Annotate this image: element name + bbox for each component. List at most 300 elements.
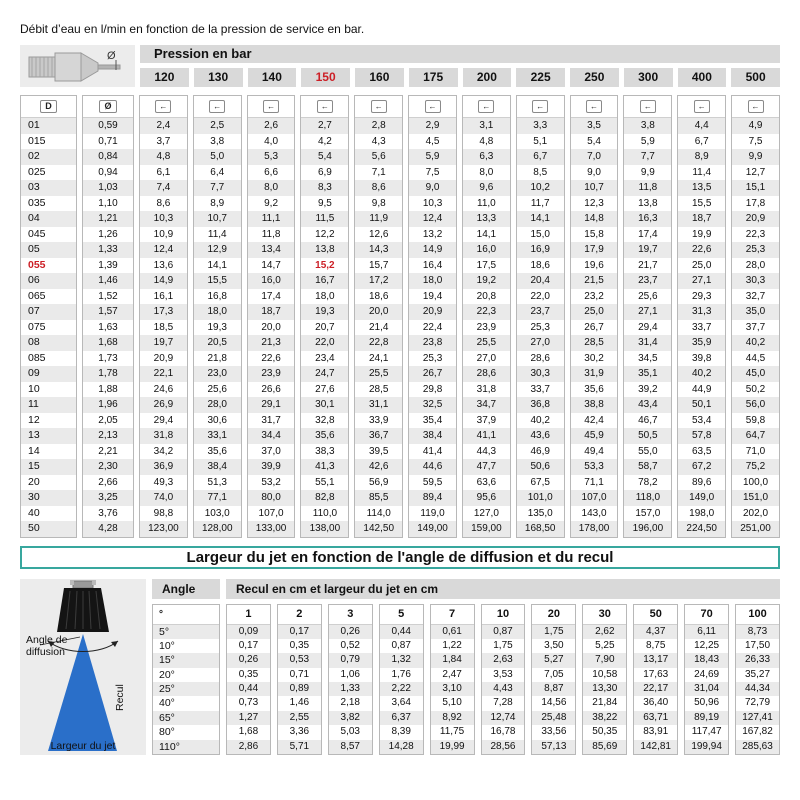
flow-value-cell: 71,1: [584, 476, 604, 488]
pressure-value: 225: [516, 68, 565, 87]
flow-value-cell: 10,3: [140, 211, 187, 227]
jet-width-cell: 89,19: [685, 711, 728, 725]
flow-value-cell: 23,2: [584, 290, 604, 302]
recul-column-50-header: 50: [634, 605, 677, 625]
flow-value-cell: 89,6: [691, 476, 712, 488]
jet-width-cell: 8,57: [329, 740, 372, 754]
flow-value-cell: 35,0: [732, 304, 779, 320]
jet-width-cell: 35,27: [745, 668, 771, 680]
recul-column-2-header: 2: [278, 605, 321, 625]
flow-value-cell: 30,2: [584, 352, 604, 364]
jet-table-columns: [152, 604, 780, 756]
jet-width-cell: 0,09: [227, 625, 270, 639]
flow-value-cell: 3,1: [463, 118, 510, 134]
flow-value-cell: 24,6: [153, 383, 174, 395]
flow-value-cell: 38,8: [571, 397, 618, 413]
flow-value-cell: 26,9: [140, 397, 187, 413]
flow-value-cell: 37,7: [745, 321, 766, 333]
nozzle-size-cell: 01: [21, 118, 76, 134]
flow-value-cell: 11,4: [692, 166, 712, 178]
flow-value-cell: 4,2: [317, 135, 332, 147]
svg-text:Ø: Ø: [106, 50, 116, 62]
flow-value-cell: 7,7: [624, 149, 671, 165]
pressure-column-150: [300, 95, 349, 538]
pressure-column-225-header: [517, 96, 564, 118]
flow-value-cell: 50,2: [745, 383, 766, 395]
flow-value-cell: 11,4: [207, 228, 227, 240]
flow-value-cell: 5,1: [533, 135, 548, 147]
jet-width-cell: 7,28: [493, 697, 513, 709]
diameter-cell: 2,30: [83, 459, 133, 475]
flow-value-cell: 119,0: [420, 507, 445, 519]
pressure-column-225: [516, 95, 565, 538]
diameter-cell: 1,68: [83, 335, 133, 351]
jet-width-cell: 17,63: [643, 668, 669, 680]
pressure-value: 400: [678, 68, 727, 87]
pressure-column-130: [193, 95, 242, 538]
flow-value-cell: 5,4: [301, 149, 348, 165]
nozzle-size-cell: 10: [28, 382, 40, 395]
jet-width-cell: 2,62: [583, 625, 626, 639]
flow-value-cell: 40,2: [530, 414, 550, 426]
flow-value-cell: 7,0: [571, 149, 618, 165]
spray-cone-icon: [20, 579, 146, 756]
flow-value-cell: 15,0: [530, 228, 550, 240]
jet-width-cell: 19,99: [431, 740, 474, 754]
flow-value-cell: 28,6: [463, 366, 510, 382]
flow-value-cell: 4,9: [732, 118, 779, 134]
jet-width-cell: 0,79: [329, 653, 372, 667]
jet-width-cell: 8,39: [391, 726, 411, 738]
jet-width-cell: 14,56: [541, 697, 567, 709]
flow-value-cell: 50,5: [624, 428, 671, 444]
flow-value-cell: 53,2: [261, 476, 281, 488]
pressure-value: 175: [409, 68, 458, 87]
flow-value-cell: 10,2: [517, 180, 564, 196]
flow-value-cell: 114,0: [366, 507, 391, 519]
nozzle-cross-section-icon: [28, 46, 128, 86]
jet-width-cell: 17,50: [745, 639, 771, 651]
flow-value-cell: 31,8: [140, 428, 187, 444]
flow-value-cell: 33,9: [368, 414, 389, 426]
angle-cell: 15°: [153, 653, 219, 667]
pressure-column-250-header: [571, 96, 618, 118]
flow-value-cell: 14,1: [476, 228, 497, 240]
flow-value-cell: 16,8: [207, 290, 227, 302]
flow-value-cell: 23,4: [315, 352, 335, 364]
jet-width-label: Largeur du jet: [50, 740, 116, 753]
jet-width-cell: 0,35: [238, 668, 259, 680]
flow-value-cell: 30,6: [207, 414, 227, 426]
flow-value-cell: 34,7: [463, 397, 510, 413]
nozzle-size-cell: 50: [21, 521, 76, 537]
jet-width-cell: 1,22: [442, 639, 462, 651]
flow-value-cell: 32,7: [745, 290, 766, 302]
recul-column-7: [430, 604, 475, 756]
recul-label: Recul: [114, 683, 126, 711]
flow-value-cell: 107,0: [571, 490, 618, 506]
jet-width-cell: 2,22: [380, 682, 423, 696]
pressure-value: 130: [194, 68, 243, 87]
flow-value-cell: 36,7: [355, 428, 402, 444]
flow-value-cell: 20,8: [476, 290, 497, 302]
jet-width-cell: 4,37: [634, 625, 677, 639]
flow-value-cell: 18,0: [315, 290, 335, 302]
page-title: Débit d’eau en l/min en fonction de la pression de service en bar.: [20, 22, 365, 36]
recul-column-5-header: 5: [380, 605, 423, 625]
jet-width-cell: 0,87: [391, 639, 411, 651]
flow-value-cell: 31,1: [355, 397, 402, 413]
flow-value-cell: 4,8: [479, 135, 494, 147]
flow-value-cell: 35,9: [678, 335, 725, 351]
flow-value-cell: 30,3: [732, 273, 779, 289]
nozzle-size-cell: 30: [21, 490, 76, 506]
flow-value-cell: 28,6: [530, 352, 550, 364]
pressure-column-500-header: [732, 96, 779, 118]
flow-value-cell: 14,9: [140, 273, 187, 289]
flow-value-cell: 45,0: [732, 366, 779, 382]
jet-width-cell: 0,61: [431, 625, 474, 639]
flow-value-cell: 5,9: [640, 135, 655, 147]
jet-width-cell: 3,36: [289, 726, 310, 738]
recul-column-100: [735, 604, 780, 756]
flow-value-cell: 10,3: [422, 197, 443, 209]
recul-column-30: [582, 604, 627, 756]
flow-value-cell: 12,2: [315, 228, 335, 240]
flow-value-cell: 20,9: [153, 352, 174, 364]
flow-value-cell: 16,0: [463, 242, 510, 258]
flow-value-cell: 57,8: [678, 428, 725, 444]
flow-value-cell: 59,5: [422, 476, 443, 488]
flow-value-cell: 27,1: [678, 273, 725, 289]
jet-width-cell: 5,27: [532, 653, 575, 667]
nozzle-size-cell: 13: [21, 428, 76, 444]
pressure-value: 300: [624, 68, 673, 87]
flow-value-cell: 23,7: [624, 273, 671, 289]
flow-value-cell: 19,9: [691, 228, 712, 240]
flow-value-cell: 11,1: [248, 211, 295, 227]
pressure-value: 140: [248, 68, 297, 87]
flow-value-cell: 19,4: [422, 290, 443, 302]
flow-value-cell: 11,8: [261, 228, 281, 240]
left-arrow-icon: ←: [155, 100, 171, 113]
d-size-icon: D: [40, 100, 57, 113]
jet-width-cell: 11,75: [439, 726, 465, 738]
flow-value-cell: 47,7: [463, 459, 510, 475]
flow-value-cell: 23,7: [517, 304, 564, 320]
flow-value-cell: 24,1: [368, 352, 389, 364]
flow-value-cell: 18,0: [194, 304, 241, 320]
nozzle-size-cell: 40: [28, 506, 40, 519]
flow-value-cell: 7,5: [425, 166, 440, 178]
pressure-column-300: [623, 95, 672, 538]
flow-value-cell: 34,5: [638, 352, 658, 364]
recul-column-5: [379, 604, 424, 756]
jet-width-cell: 0,89: [278, 682, 321, 696]
recul-column-100-header: 100: [736, 605, 779, 625]
flow-value-cell: 21,3: [248, 335, 295, 351]
flow-value-cell: 20,0: [355, 304, 402, 320]
flow-value-cell: 8,9: [678, 149, 725, 165]
flow-value-cell: 2,5: [194, 118, 241, 134]
jet-width-cell: 18,43: [685, 653, 728, 667]
jet-width-cell: 1,46: [289, 697, 310, 709]
angle-cell: 80°: [159, 726, 175, 739]
flow-value-cell: 16,7: [301, 273, 348, 289]
flow-value-cell: 4,0: [264, 135, 279, 147]
flow-value-cell: 25,5: [355, 366, 402, 382]
jet-width-cell: 0,52: [340, 639, 360, 651]
flow-value-cell: 17,8: [745, 197, 766, 209]
flow-value-cell: 29,3: [691, 290, 712, 302]
flow-value-cell: 20,4: [517, 273, 564, 289]
nozzle-size-cell: 15: [21, 459, 76, 475]
flow-value-cell: 53,3: [571, 459, 618, 475]
nozzle-size-cell: 065: [28, 289, 46, 302]
flow-value-cell: 10,7: [571, 180, 618, 196]
flow-value-cell: 29,4: [638, 321, 658, 333]
flow-value-cell: 8,6: [156, 197, 171, 209]
flow-value-cell: 41,3: [301, 459, 348, 475]
flow-value-cell: 7,5: [748, 135, 763, 147]
flow-value-cell: 6,7: [694, 135, 709, 147]
left-arrow-icon: ←: [532, 100, 548, 113]
nozzle-size-cell: 075: [28, 320, 46, 333]
flow-value-cell: 2,8: [355, 118, 402, 134]
diameter-cell: 4,28: [83, 521, 133, 537]
flow-value-cell: 12,6: [368, 228, 389, 240]
flow-value-cell: 133,00: [248, 521, 295, 537]
flow-value-cell: 25,3: [422, 352, 443, 364]
flow-value-cell: 27,0: [517, 335, 564, 351]
flow-value-cell: 11,5: [301, 211, 348, 227]
flow-value-cell: 21,7: [638, 259, 658, 271]
flow-value-cell: 28,0: [745, 259, 766, 271]
diameter-cell: 2,13: [83, 428, 133, 444]
pressure-column-160: [354, 95, 403, 538]
flow-value-cell: 8,5: [533, 166, 548, 178]
flow-value-cell: 14,7: [261, 259, 281, 271]
jet-table-title: Largeur du jet en fonction de l'angle de diffusion et du recul: [20, 546, 780, 569]
flow-value-cell: 34,2: [153, 445, 174, 457]
pressure-column-130-header: [194, 96, 241, 118]
pressure-value: 150: [301, 68, 350, 87]
flow-value-cell: 9,0: [587, 166, 601, 178]
left-arrow-icon: ←: [317, 100, 333, 113]
jet-width-cell: 3,50: [544, 639, 564, 651]
flow-value-cell: 15,1: [732, 180, 779, 196]
jet-width-cell: 0,44: [227, 682, 270, 696]
flow-value-cell: 18,5: [153, 321, 174, 333]
angle-column-header: °: [153, 605, 219, 625]
flow-value-cell: 123,00: [140, 521, 187, 537]
diameter-cell: 1,39: [98, 259, 118, 271]
flow-value-cell: 143,0: [581, 507, 607, 519]
flow-value-cell: 4,5: [425, 135, 440, 147]
flow-value-cell: 2,6: [248, 118, 295, 134]
flow-value-cell: 138,00: [301, 521, 348, 537]
flow-value-cell: 19,3: [301, 304, 348, 320]
nozzle-size-cell: 09: [21, 366, 76, 382]
left-arrow-icon: ←: [640, 100, 656, 113]
flow-table-columns: [20, 95, 780, 538]
flow-value-cell: 9,9: [640, 166, 655, 178]
flow-value-cell: 8,6: [355, 180, 402, 196]
angle-header: Angle: [152, 579, 220, 599]
jet-width-cell: 3,53: [493, 668, 513, 680]
flow-value-cell: 142,50: [355, 521, 402, 537]
diameter-cell: 1,33: [83, 242, 133, 258]
jet-width-cell: 0,26: [227, 653, 270, 667]
jet-width-cell: 6,37: [380, 711, 423, 725]
flow-value-cell: 151,0: [732, 490, 779, 506]
flow-value-cell: 5,6: [355, 149, 402, 165]
diameter-cell: 1,21: [83, 211, 133, 227]
flow-value-cell: 22,0: [530, 290, 550, 302]
flow-value-cell: 39,5: [368, 445, 389, 457]
flow-value-cell: 58,7: [624, 459, 671, 475]
flow-value-cell: 8,9: [210, 197, 225, 209]
flow-value-cell: 11,8: [624, 180, 671, 196]
nozzle-size-cell: 04: [21, 211, 76, 227]
jet-width-cell: 1,32: [380, 653, 423, 667]
jet-width-cell: 2,63: [482, 653, 525, 667]
flow-value-cell: 2,7: [301, 118, 348, 134]
flow-value-cell: 12,9: [194, 242, 241, 258]
flow-value-cell: 18,7: [678, 211, 725, 227]
flow-value-cell: 24,7: [301, 366, 348, 382]
jet-width-cell: 1,27: [227, 711, 270, 725]
jet-table-header: [152, 579, 780, 599]
flow-value-cell: 16,9: [517, 242, 564, 258]
jet-width-cell: 0,87: [482, 625, 525, 639]
jet-width-table: [152, 579, 780, 756]
nozzle-size-column: [20, 95, 77, 538]
jet-width-cell: 4,43: [482, 682, 525, 696]
flow-value-cell: 2,9: [409, 118, 456, 134]
jet-width-cell: 1,84: [431, 653, 474, 667]
pressure-header-area: [140, 45, 780, 87]
flow-value-cell: 74,0: [140, 490, 187, 506]
flow-value-cell: 13,2: [422, 228, 443, 240]
diameter-cell: 0,71: [98, 135, 118, 147]
flow-value-cell: 36,8: [517, 397, 564, 413]
flow-value-cell: 13,6: [153, 259, 174, 271]
flow-value-cell: 63,5: [691, 445, 712, 457]
flow-value-cell: 18,7: [248, 304, 295, 320]
nozzle-size-cell: 11: [21, 397, 76, 413]
jet-width-cell: 85,69: [583, 740, 626, 754]
flow-value-cell: 89,4: [409, 490, 456, 506]
pressure-column-120-header: [140, 96, 187, 118]
jet-width-cell: 1,75: [493, 639, 513, 651]
jet-width-cell: 7,90: [583, 653, 626, 667]
pressure-column-150-header: [301, 96, 348, 118]
flow-value-cell: 44,3: [476, 445, 497, 457]
left-arrow-icon: ←: [425, 100, 441, 113]
jet-width-cell: 2,86: [227, 740, 270, 754]
jet-width-cell: 3,82: [329, 711, 372, 725]
left-arrow-icon: ←: [371, 100, 387, 113]
flow-value-cell: 78,2: [638, 476, 658, 488]
nozzle-size-cell: 07: [21, 304, 76, 320]
jet-width-cell: 1,76: [391, 668, 411, 680]
flow-value-cell: 85,5: [355, 490, 402, 506]
jet-width-cell: 10,58: [592, 668, 618, 680]
flow-value-cell: 22,6: [261, 352, 281, 364]
flow-value-cell: 196,00: [624, 521, 671, 537]
flow-value-cell: 19,2: [463, 273, 510, 289]
flow-value-cell: 80,0: [248, 490, 295, 506]
flow-value-cell: 67,5: [530, 476, 550, 488]
jet-width-cell: 26,33: [736, 653, 779, 667]
flow-value-cell: 198,0: [689, 507, 715, 519]
flow-value-cell: 33,7: [691, 321, 712, 333]
flow-value-cell: 31,9: [571, 366, 618, 382]
recul-column-30-header: 30: [583, 605, 626, 625]
flow-value-cell: 19,6: [584, 259, 604, 271]
flow-value-cell: 6,6: [264, 166, 279, 178]
diameter-cell: 1,63: [98, 321, 118, 333]
pressure-header-bar: Pression en bar: [140, 45, 780, 63]
diameter-cell: 2,05: [98, 414, 118, 426]
flow-value-cell: 16,4: [422, 259, 443, 271]
spray-diagram: [20, 579, 146, 756]
pressure-value: 120: [140, 68, 189, 87]
flow-value-cell: 12,3: [584, 197, 604, 209]
flow-value-cell: 14,1: [517, 211, 564, 227]
flow-value-cell: 95,6: [463, 490, 510, 506]
pressure-column-400-header: [678, 96, 725, 118]
flow-value-cell: 34,4: [248, 428, 295, 444]
flow-value-cell: 17,5: [476, 259, 497, 271]
recul-column-20-header: 20: [532, 605, 575, 625]
flow-value-cell: 28,0: [194, 397, 241, 413]
flow-value-cell: 40,2: [732, 335, 779, 351]
flow-value-cell: 64,7: [732, 428, 779, 444]
jet-width-cell: 72,79: [745, 697, 771, 709]
angle-cell: 5°: [153, 625, 219, 639]
recul-column-20: [531, 604, 576, 756]
pressure-column-200-header: [463, 96, 510, 118]
flow-value-cell: 77,1: [194, 490, 241, 506]
jet-width-cell: 0,53: [278, 653, 321, 667]
nozzle-size-cell: 035: [28, 196, 46, 209]
flow-value-cell: 8,3: [301, 180, 348, 196]
flow-value-cell: 9,6: [463, 180, 510, 196]
jet-width-cell: 0,17: [278, 625, 321, 639]
flow-value-cell: 53,4: [691, 414, 712, 426]
flow-value-cell: 8,0: [248, 180, 295, 196]
jet-width-cell: 57,13: [532, 740, 575, 754]
flow-value-cell: 251,00: [732, 521, 779, 537]
flow-value-cell: 6,1: [156, 166, 171, 178]
nozzle-size-cell: 015: [28, 134, 46, 147]
jet-width-cell: 8,92: [431, 711, 474, 725]
flow-value-cell: 18,0: [409, 273, 456, 289]
flow-value-cell: 29,1: [248, 397, 295, 413]
diameter-cell: 1,78: [83, 366, 133, 382]
jet-width-cell: 5,10: [442, 697, 462, 709]
flow-value-cell: 3,5: [571, 118, 618, 134]
recul-column-7-header: 7: [431, 605, 474, 625]
pressure-column-175: [408, 95, 457, 538]
flow-value-cell: 25,3: [732, 242, 779, 258]
recul-column-3-header: 3: [329, 605, 372, 625]
pressure-value: 500: [731, 68, 780, 87]
flow-value-cell: 32,8: [315, 414, 335, 426]
pressure-column-140-header: [248, 96, 295, 118]
